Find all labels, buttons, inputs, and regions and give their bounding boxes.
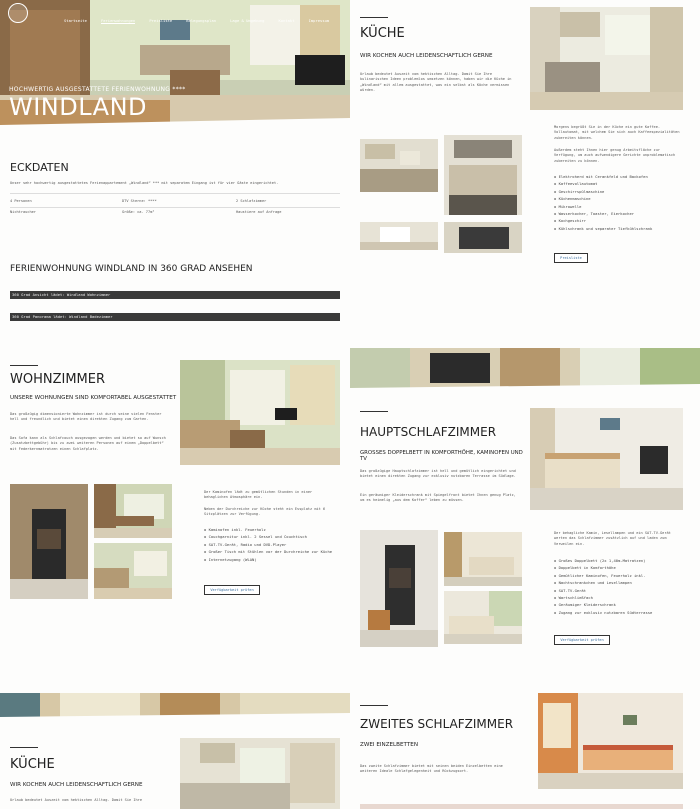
list-item: o SAT-TV-Gerät, Radio und DVD-Player (204, 541, 340, 548)
wohnzimmer-title: WOHNZIMMER (10, 372, 106, 387)
zweites-subtitle: ZWEI EINZELBETTEN (360, 742, 419, 748)
kueche-text-1: Urlaub bedeutet Auszeit vom hektischen Alltag. Damit Sie Ihre kulinarischen Ideen problemlos umsetzen können, haben wir die Küche in „Windland“ mit allem ausgestattet, was ein selbst als Köche vermissen würden. (360, 72, 512, 93)
list-item: o Zugang zur exklusiv nutzbaren Südterrasse (554, 609, 694, 616)
fact-stars: DTV Sterne: **** (122, 199, 157, 203)
divider (10, 207, 340, 208)
kueche-text-2: Morgens begrüßt Sie in der Küche ein gute Kaffee-Vollautomat, mit welchem Sie sich auch Kaffeespezialitäten zubereiten können. (554, 125, 680, 140)
list-item: o Wartschließfach (554, 594, 694, 601)
photo-kueche-3[interactable] (444, 135, 522, 215)
hauptschlafzimmer-text-1: Das großzügige Hauptschlafzimmer ist hell und gemütlich eingerichtet und bietet einen direkten Zugang zur exklusiv nutzbaren Terrasse im Südlage. (360, 469, 516, 479)
hauptschlafzimmer-subtitle: GROSSES DOPPELBETT IN KOMFORTHÖHE, KAMINOFEN UND TV (360, 450, 523, 462)
photo-schlafzimmer-2[interactable] (444, 532, 522, 586)
divider (10, 193, 340, 194)
kueche-subtitle: WIR KOCHEN AUCH LEIDENSCHAFTLICH GERNE (360, 53, 493, 59)
nav-belegungsplan[interactable]: Belegungsplan (186, 18, 217, 23)
hauptschlafzimmer-features (554, 557, 694, 616)
kueche-features (554, 173, 690, 232)
fact-bedrooms: 2 Schlafzimmer (236, 199, 267, 203)
kueche-text-repeat: Urlaub bedeutet Auszeit vom hektischen Alltag. Damit Sie Ihre (10, 798, 142, 802)
fact-size: Größe: ca. 77m² (122, 210, 155, 214)
kueche-text-3: Außerdem steht Ihnen hier genug Arbeitsfläche zur Verfügung, um auch aufwendigere Gerichte unproblematisch zubereiten zu können. (554, 148, 676, 163)
nav-impressum[interactable]: Impressum (308, 18, 330, 23)
photo-kueche-main[interactable] (530, 7, 683, 110)
photo-zweites-schlafzimmer[interactable] (538, 693, 683, 789)
wohnzimmer-text-1: Das großzügig dimensionierte Wohnzimmer ist durch seine vielen Fenster hell und freundlich und bietet einen direkten Zugang zum Garten. (10, 412, 162, 422)
accent-line (360, 705, 388, 706)
nav-startseite[interactable]: Startseite (64, 18, 87, 23)
list-item: o Nachtschrankchen und Lesellampen (554, 579, 694, 586)
zweites-title: ZWEITES SCHLAFZIMMER (360, 717, 514, 731)
photo-wohnzimmer-main[interactable] (180, 360, 340, 465)
eckdaten-intro: Unser sehr hochwertig ausgestattetes Ferienappartement „Windland“ *** mit separatem Eingang ist für vier Gäste eingerichtet. (10, 181, 279, 185)
list-item: o Wasserkocher, Toaster, Eierkocher (554, 210, 690, 217)
photo-kueche-5[interactable] (444, 222, 522, 253)
list-item: o Couchgarnitur inkl. 2 Sessel und Couchtisch (204, 533, 340, 540)
list-item: o Großes Doppelbett (2x 1,40m-Matratzen) (554, 557, 694, 564)
nav-lage[interactable]: Lage & Umgebung (230, 18, 265, 23)
kueche-section-repeat (0, 693, 350, 809)
list-item: o Geschirrspülmaschine (554, 188, 690, 195)
hero-title: WINDLAND (9, 93, 148, 121)
kueche-title: KÜCHE (360, 26, 405, 41)
preisliste-button[interactable]: Preisliste (554, 253, 588, 263)
hauptschlafzimmer-title: HAUPTSCHLAFZIMMER (360, 425, 497, 439)
fact-persons: 4 Personen (10, 199, 32, 203)
photo-kamin-schlafzimmer[interactable] (360, 530, 438, 647)
eckdaten-title: ECKDATEN (10, 161, 69, 174)
banner-photo-strip (0, 693, 350, 723)
zweites-schlafzimmer-section (350, 688, 700, 809)
nav-ferienwohnungen[interactable]: Ferienwohnungen (100, 18, 136, 23)
hero-subtitle: HOCHWERTIG AUSGESTATTETE FERIENWOHNUNG **** (9, 86, 186, 93)
list-item: o SAT-TV-Gerät (554, 587, 694, 594)
kueche-title-repeat: KÜCHE (10, 757, 55, 772)
eckdaten-section (0, 136, 350, 236)
photo-sofa[interactable] (94, 543, 172, 599)
bottom-photo-strip (360, 804, 683, 809)
accent-line (360, 17, 388, 18)
wohnzimmer-text-4: Neben der Durchreiche zur Küche steht ein Essplatz mit 6 Sitzplätzen zur Verfügung. (204, 507, 326, 517)
availability-button[interactable]: Verfügbarkeit prüfen (204, 585, 260, 595)
fact-pets: Haustiere auf Anfrage (236, 210, 282, 214)
kueche-section (350, 0, 700, 348)
hauptschlafzimmer-text-2: Ein geräumiger Kleiderschrank mit Spiegelfront bietet Ihnen genug Platz, um es heimelig „aus dem Koffer“ leben zu müssen. (360, 493, 516, 503)
list-item: o Kühlschrank und separater Tiefkühlschrank (554, 225, 690, 232)
hauptschlafzimmer-section (350, 348, 700, 688)
photo-kueche-repeat[interactable] (180, 738, 340, 809)
hero-section (0, 0, 350, 136)
accent-line (360, 411, 388, 412)
hauptschlafzimmer-text-3: Der behagliche Kamin, Lesellampen und ein SAT-TV-Gerät werten das Schlafzimmer zusätzlich auf und laden zum Verweilen ein. (554, 531, 671, 546)
view360-title: FERIENWOHNUNG WINDLAND IN 360 GRAD ANSEHEN (10, 264, 253, 274)
list-item: o Geräumiger Kleiderschrank (554, 601, 694, 608)
banner-photo-strip (350, 348, 700, 394)
list-item: o Kaffeevollautomat (554, 180, 690, 187)
accent-line (10, 747, 38, 748)
photo-schlafzimmer-3[interactable] (444, 591, 522, 644)
photo-kueche-2[interactable] (360, 139, 438, 192)
wohnzimmer-text-3: Der Kaminofen lädt zu gemütlichen Stunden in einer behaglichen Atmosphäre ein. (204, 490, 313, 500)
photo-kaminofen[interactable] (10, 484, 88, 599)
list-item: o Gemütlicher Kaminofen, Feuerholz inkl. (554, 572, 694, 579)
nav-preisliste[interactable]: Preisliste (149, 18, 173, 23)
list-item: o Kaminofen inkl. Feuerholz (204, 526, 340, 533)
view360-badezimmer-frame[interactable]: 360 Grad Panorama lädet: Windland Badezimmer (10, 313, 340, 321)
photo-schlafzimmer-main[interactable] (530, 408, 683, 510)
list-item: o Küchenmaschine (554, 195, 690, 202)
view360-section (0, 236, 350, 348)
photo-kueche-4[interactable] (360, 222, 438, 250)
list-item: o Großer Tisch mit Stühlen vor der Durchreiche zur Küche (204, 548, 340, 555)
list-item: o Internetzugang (WLAN) (204, 556, 340, 563)
zweites-text-1: Das zweite Schlafzimmer bietet mit seinen beiden Einzelbetten eine weiteren Ideale Schlafgelegenheit und Rückzugsort. (360, 764, 503, 774)
site-logo[interactable] (8, 3, 28, 23)
view360-wohnzimmer-frame[interactable]: 360 Grad Ansicht lädet: Windland Wohnzimmer (10, 291, 340, 299)
accent-line (10, 365, 38, 366)
nav-kontakt[interactable]: Kontakt (278, 18, 295, 23)
wohnzimmer-features (204, 526, 340, 563)
kueche-subtitle-repeat: WIR KOCHEN AUCH LEIDENSCHAFTLICH GERNE (10, 782, 143, 788)
wohnzimmer-section (0, 348, 350, 693)
list-item: o Mikrowelle (554, 203, 690, 210)
wohnzimmer-text-2: Das Sofa kann als Schlafcouch ausgezogen werden und bietet so auf Wunsch (Zusatzbettgebühr) bis zu zwei weiteren Personen auf einem „Doppelbett“ mit Federkernmatratzen einen Schlafplatz. (10, 436, 166, 451)
fact-nonsmoker: Nichtraucher (10, 210, 36, 214)
wohnzimmer-subtitle: UNSERE WOHNUNGEN SIND KOMFORTABEL AUSGESTATTET (10, 395, 177, 401)
main-navigation (64, 7, 338, 26)
list-item: o Doppelbett in Komforthöhe (554, 564, 694, 571)
availability-button[interactable]: Verfügbarkeit prüfen (554, 635, 610, 645)
list-item: o Elektroherd mit Cerankfeld und Backofen (554, 173, 690, 180)
list-item: o Kochgeschirr (554, 217, 690, 224)
photo-esstisch[interactable] (94, 484, 172, 538)
